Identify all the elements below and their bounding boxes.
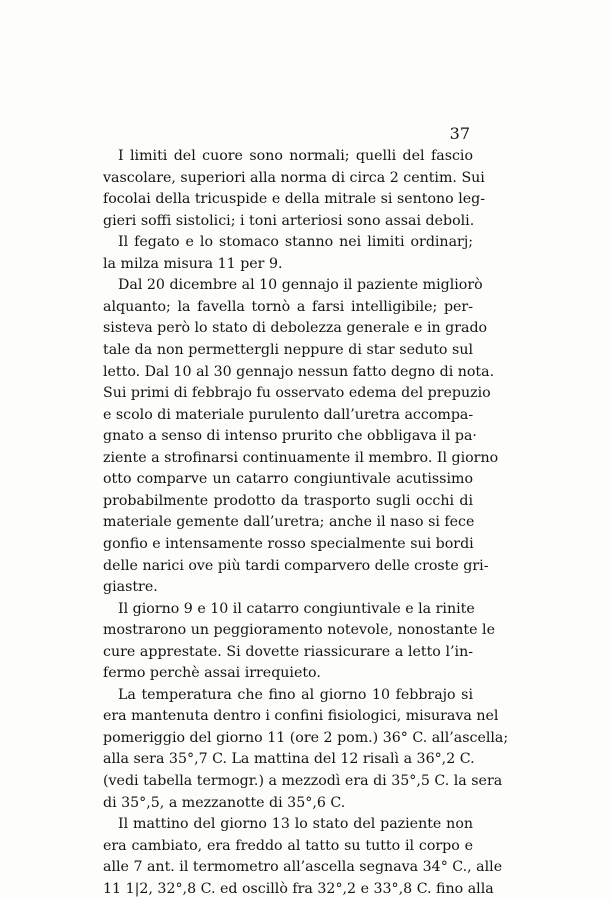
text-line: letto. Dal 10 al 30 gennajo nessun fatto degno di nota. xyxy=(103,363,495,380)
text-line: Dal 20 dicembre al 10 gennajo il paziente migliorò xyxy=(118,277,483,294)
text-line: Il giorno 9 e 10 il catarro congiuntivale e la rinite xyxy=(118,600,475,617)
text-line: delle narici ove più tardi comparvero delle croste gri- xyxy=(103,557,489,574)
text-line: (vedi tabella termogr.) a mezzodì era di 35°,5 C. la sera xyxy=(103,773,503,789)
text-line: e scolo di materiale purulento dall’uretra accompa- xyxy=(103,406,474,423)
text-line: materiale gemente dall’uretra; anche il naso si fece xyxy=(103,514,475,531)
text-line: cure apprestate. Si dovette riassicurare a letto l’in- xyxy=(103,643,473,660)
text-line: giastre. xyxy=(103,579,158,595)
text-line: mostrarono un peggioramento notevole, nonostante le xyxy=(103,622,495,639)
page-number: 37 xyxy=(449,124,470,143)
text-line: otto comparve un catarro congiuntivale acutissimo xyxy=(103,471,473,488)
text-line: la milza misura 11 per 9. xyxy=(103,255,283,272)
text-line: vascolare, superiori alla norma di circa 2 centim. Sui xyxy=(103,169,485,186)
text-line: gonfio e intensamente rosso specialmente sui bordi xyxy=(103,535,474,552)
text-line: sisteva però lo stato di debolezza generale e in grado xyxy=(103,320,488,337)
text-line: era cambiato, era freddo al tatto su tutto il corpo e xyxy=(103,837,473,854)
text-line: alquanto; la favella tornò a farsi intelligibile; per- xyxy=(103,298,473,315)
text-line: probabilmente prodotto da trasporto sugli occhi di xyxy=(103,492,473,509)
text-line: pomeriggio del giorno 11 (ore 2 pom.) 36° C. all’ascella; xyxy=(103,729,509,746)
text-line: tale da non permettergli neppure di star seduto sul xyxy=(103,342,473,358)
text-line: Il fegato e lo stomaco stanno nei limiti ordinarj; xyxy=(118,234,473,251)
text-line: I limiti del cuore sono normali; quelli del fascio xyxy=(118,148,473,164)
text-line: gieri soffi sistolici; i toni arteriosi sono assai deboli. xyxy=(103,212,475,229)
text-line: Il mattino del giorno 13 lo stato del paziente non xyxy=(118,816,473,833)
text-line: alla sera 35°,7 C. La mattina del 12 risalì a 36°,2 C. xyxy=(103,751,475,768)
text-line: alle 7 ant. il termometro all’ascella segnava 34° C., alle xyxy=(103,859,503,876)
text-line: 11 1|2, 32°,8 C. ed oscillò fra 32°,2 e 33°,8 C. fino alla xyxy=(103,880,494,897)
text-line: era mantenuta dentro i confini fisiologici, misurava nel xyxy=(103,708,499,725)
text-line: focolai della tricuspide e della mitrale si sentono leg- xyxy=(103,191,486,208)
text-line: gnato a senso di intenso prurito che obbligava il pa· xyxy=(103,428,477,445)
text-line: fermo perchè assai irrequieto. xyxy=(103,665,321,682)
text-line: La temperatura che fino al giorno 10 febbrajo si xyxy=(118,686,473,703)
text-line: Sui primi di febbrajo fu osservato edema del prepuzio xyxy=(103,385,491,402)
text-line: di 35°,5, a mezzanotte di 35°,6 C. xyxy=(103,794,346,811)
text-line: ziente a strofinarsi continuamente il membro. Il giorno xyxy=(103,449,499,466)
